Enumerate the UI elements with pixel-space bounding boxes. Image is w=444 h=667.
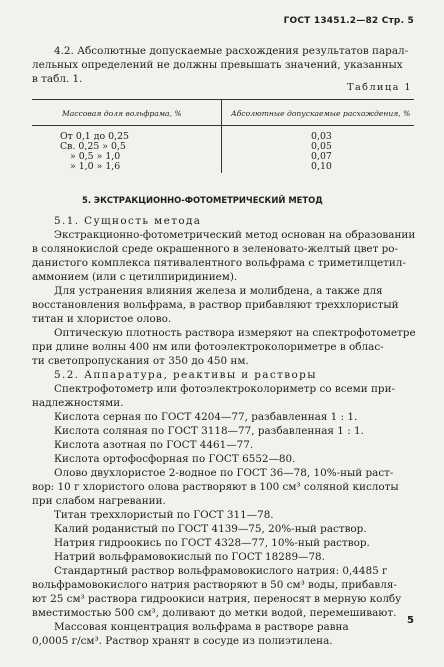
table-cell-range: От 0,1 до 0,25 (60, 131, 130, 142)
text-line: ти светопропускания от 350 до 450 нм. (32, 355, 249, 367)
text-line: аммонием (или с цетилпиридинием). (32, 271, 238, 283)
section-title: 5. ЭКСТРАКЦИОННО-ФОТОМЕТРИЧЕСКИЙ МЕТОД (82, 195, 323, 205)
text-line: лельных определений не должны превышать значений, указанных (32, 59, 403, 71)
text-line: Массовая концентрация вольфрама в растворе равна (54, 621, 349, 633)
page-number: 5 (407, 615, 414, 626)
reagent-item: Титан треххлористый по ГОСТ 311—78. (54, 509, 274, 521)
text-line: титан и хлористое олово. (32, 313, 172, 325)
table-cell-value: 0,10 (311, 161, 332, 172)
table-cell-range: » 1,0 » 1,6 (70, 161, 121, 172)
reagent-item: Кислота азотная по ГОСТ 4461—77. (54, 439, 254, 451)
page-header: ГОСТ 13451.2—82 Стр. 5 (283, 16, 414, 26)
text-line: вольфрамовокислого натрия растворяют в 50 см³ воды, прибавля- (32, 579, 397, 591)
subsection-heading: 5.2. Аппаратура, реактивы и растворы (54, 369, 317, 381)
text-line: 0,0005 г/см³. Раствор хранят в сосуде из полиэтилена. (32, 635, 333, 647)
reagent-item: Натрий вольфрамовокислый по ГОСТ 18289—78. (54, 551, 325, 563)
reagent-item: Кислота ортофосфорная по ГОСТ 6552—80. (54, 453, 296, 465)
text-line: Оптическую плотность раствора измеряют на спектрофотометре (54, 327, 416, 339)
table-header-tolerance: Абсолютные допускаемые расхождения, % (231, 109, 411, 118)
subsection-5-1 (32, 214, 417, 368)
table-cell-range: » 0,5 » 1,0 (70, 151, 121, 162)
text-line: ют 25 см³ раствора гидроокиси натрия, переносят в мерную колбу (32, 593, 402, 605)
table-title: Таблица 1 (347, 82, 412, 93)
text-line: вместимостью 500 см³, доливают до метки водой, перемешивают. (32, 607, 397, 619)
table-top-rule (32, 99, 414, 100)
text-line: Для устранения влияния железа и молибдена, а также для (54, 285, 383, 297)
table-header-mass-fraction: Массовая доля вольфрама, % (62, 109, 182, 118)
text-line: Спектрофотометр или фотоэлектроколориметр со всеми при- (54, 383, 396, 395)
text-line: при длине волны 400 нм или фотоэлектроколориметре в облас- (32, 341, 384, 353)
text-line: в солянокислой среде окрашенного в зеленовато-желтый цвет ро- (32, 243, 399, 255)
reagent-item: Кислота соляная по ГОСТ 3118—77, разбавленная 1 : 1. (54, 425, 364, 437)
table-cell-range: Св. 0,25 » 0,5 (60, 141, 126, 152)
table-header-rule (32, 125, 414, 126)
subsection-5-2 (32, 368, 417, 648)
text-line: 4.2. Абсолютные допускаемые расхождения результатов парал- (54, 45, 409, 57)
table-cell-value: 0,03 (311, 131, 332, 142)
text-line: Олово двухлористое 2-водное по ГОСТ 36—78, 10%-ный раст- (54, 467, 394, 479)
text-line: в табл. 1. (32, 73, 83, 85)
text-line: восстановления вольфрама, в раствор прибавляют треххлористый (32, 299, 399, 311)
text-line: Стандартный раствор вольфрамовокислого натрия: 0,4485 г (54, 565, 388, 577)
table-column-divider (221, 99, 222, 173)
reagent-item: Натрия гидроокись по ГОСТ 4328—77, 10%-ный раствор. (54, 537, 370, 549)
reagent-item: Калий роданистый по ГОСТ 4139—75, 20%-ный раствор. (54, 523, 367, 535)
subsection-heading: 5.1. Сущность метода (54, 215, 202, 227)
text-line: надлежностями. (32, 397, 124, 409)
text-line: при слабом нагревании. (32, 495, 166, 507)
text-line: вор: 10 г хлористого олова растворяют в 100 см³ соляной кислоты (32, 481, 399, 493)
table-cell-value: 0,07 (311, 151, 332, 162)
reagent-item: Кислота серная по ГОСТ 4204—77, разбавленная 1 : 1. (54, 411, 358, 423)
text-line: Экстракционно-фотометрический метод основан на образовании (54, 229, 416, 241)
paragraph-4-2 (32, 44, 417, 86)
table-cell-value: 0,05 (311, 141, 332, 152)
text-line: данистого комплекса пятивалентного вольфрама с триметилцетил- (32, 257, 406, 269)
